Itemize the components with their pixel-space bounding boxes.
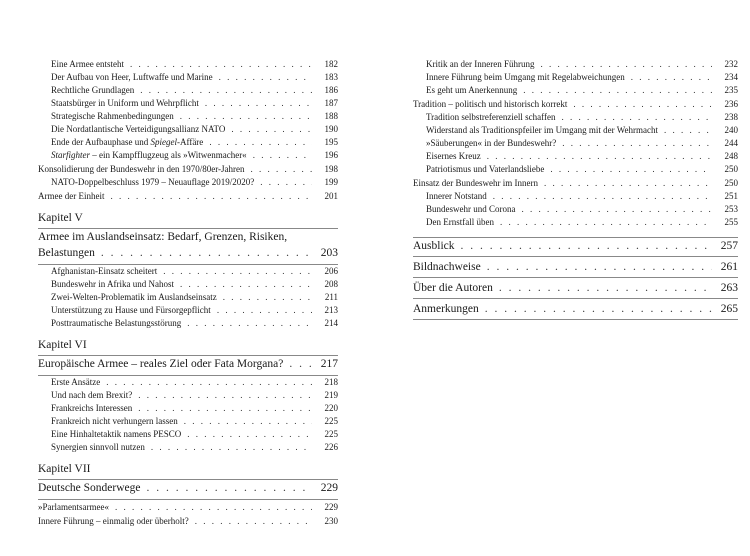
dot-leader <box>251 162 312 176</box>
toc-page-number: 182 <box>324 59 338 69</box>
chapter-5-title-line1: Armee im Auslandseinsatz: Bedarf, Grenzen, Risiken, <box>38 231 288 243</box>
toc-entry <box>413 301 738 320</box>
toc-page-number: 220 <box>324 403 338 413</box>
toc-page-number: 235 <box>724 85 738 95</box>
toc-page-number: 195 <box>324 137 338 147</box>
toc-entry-text: Innerer Notstand <box>426 191 487 201</box>
toc-page-number: 211 <box>324 292 338 302</box>
toc-page-number: 261 <box>720 261 738 273</box>
toc-page-number: 229 <box>320 482 338 494</box>
toc-entry-text: Europäische Armee – reales Ziel oder Fata Morgana? <box>38 358 284 370</box>
toc-page-number: 248 <box>724 151 738 161</box>
toc-entry-text: Bundeswehr und Corona <box>426 204 516 214</box>
toc-entry <box>38 389 338 402</box>
dot-leader <box>205 97 312 110</box>
toc-entry-text: Eisernes Kreuz <box>426 151 481 161</box>
toc-entry <box>413 163 738 176</box>
toc-page-number: 218 <box>324 377 338 387</box>
toc-page-number: 265 <box>720 303 738 315</box>
toc-entry <box>38 441 338 454</box>
toc-entry-text: Erste Ansätze <box>51 377 101 387</box>
toc-entry <box>38 291 338 304</box>
toc-entry-text: Frankreichs Interessen <box>51 403 133 413</box>
toc-entry <box>413 176 738 190</box>
toc-entry-text-part: -Affäre <box>176 137 204 147</box>
toc-entry <box>413 190 738 203</box>
toc-entry-text: Widerstand als Traditionspfeiler im Umgang mit der Wehrmacht <box>426 125 658 135</box>
toc-page-number: 213 <box>324 305 338 315</box>
toc-page-number: 234 <box>724 72 738 82</box>
toc-entry-text: »Säuberungen« in der Bundeswehr? <box>426 138 557 148</box>
back-matter-list <box>413 238 738 320</box>
toc-entry <box>38 149 338 162</box>
dot-leader <box>631 71 712 84</box>
toc-entry <box>413 280 738 299</box>
toc-entry-text: Strategische Rahmenbedingungen <box>51 111 174 121</box>
toc-entry-text: Synergien sinnvoll nutzen <box>51 442 145 452</box>
chapter-6-label: Kapitel VI <box>38 339 87 351</box>
toc-entry-text: Innere Führung – einmalig oder überholt? <box>38 516 189 526</box>
dot-leader <box>487 259 712 276</box>
dot-leader <box>147 480 312 497</box>
toc-entry-text: Deutsche Sonderwege <box>38 482 141 494</box>
chapter-4-tail <box>38 58 338 203</box>
toc-page-number: 232 <box>724 59 738 69</box>
toc-entry-text: Staatsbürger in Uniform und Wehrpflicht <box>51 98 199 108</box>
dot-leader <box>500 216 712 229</box>
toc-page-number: 236 <box>724 99 738 109</box>
toc-entry-text: Innere Führung beim Umgang mit Regelabweichungen <box>426 72 625 82</box>
toc-entry-text: Frankreich nicht verhungern lassen <box>51 416 178 426</box>
dot-leader <box>151 441 312 454</box>
toc-entry-text: »Parlamentsarmee« <box>38 502 109 512</box>
toc-entry-text: Über die Autoren <box>413 282 493 294</box>
dot-leader <box>209 136 312 149</box>
toc-page-number: 190 <box>324 124 338 134</box>
dot-leader <box>260 176 312 189</box>
toc-page-number: 188 <box>324 111 338 121</box>
toc-page-number: 208 <box>324 279 338 289</box>
dot-leader <box>184 415 312 428</box>
dot-leader <box>550 163 712 176</box>
toc-entry-text: Die Nordatlantische Verteidigungsallianz NATO <box>51 124 226 134</box>
toc-entry-text <box>51 149 247 162</box>
toc-entry-text: Anmerkungen <box>413 303 479 315</box>
toc-page-number: 257 <box>720 240 738 252</box>
toc-entry <box>413 137 738 150</box>
toc-entry-text-part: Ende der Aufbauphase und <box>51 137 151 147</box>
dot-leader <box>540 58 712 71</box>
dot-leader <box>562 137 712 150</box>
dot-leader <box>187 428 312 441</box>
toc-page-number: 187 <box>324 98 338 108</box>
toc-entry <box>413 111 738 124</box>
chapter-6-title <box>38 356 338 373</box>
toc-entry <box>38 123 338 136</box>
toc-entry-text-italic: Spiegel <box>150 137 177 147</box>
dot-leader <box>485 301 712 318</box>
toc-entry-text: Konsolidierung der Bundeswehr in den 1970/80er-Jahren <box>38 164 245 174</box>
toc-entry <box>413 238 738 257</box>
toc-entry-text: Eine Armee entsteht <box>51 59 124 69</box>
toc-entry <box>413 71 738 84</box>
toc-entry-text: Und nach dem Brexit? <box>51 390 133 400</box>
toc-entry <box>38 514 338 528</box>
toc-entry-text: Kritik an der Inneren Führung <box>426 59 535 69</box>
toc-page-number: 244 <box>724 138 738 148</box>
chapter-5-items <box>38 265 338 330</box>
dot-leader <box>289 356 312 373</box>
toc-page-number: 214 <box>324 318 338 328</box>
toc-entry <box>38 58 338 71</box>
chapter-5-title-line2 <box>38 245 338 262</box>
dot-leader <box>217 304 312 317</box>
toc-entry-text: Eine Hinhaltetaktik namens PESCO <box>51 429 182 439</box>
toc-entry-text: Bildnachweise <box>413 261 481 273</box>
toc-entry-text: Es geht um Anerkennung <box>426 85 518 95</box>
chapter-7-continued <box>413 58 738 229</box>
toc-entry-text: Posttraumatische Belastungsstörung <box>51 318 182 328</box>
dot-leader <box>115 500 312 514</box>
dot-leader <box>106 376 312 389</box>
toc-entry <box>38 110 338 123</box>
toc-entry <box>413 203 738 216</box>
chapter-5-label: Kapitel V <box>38 212 83 224</box>
toc-left-column <box>38 58 338 528</box>
toc-page-number: 217 <box>320 358 338 370</box>
dot-leader <box>130 58 312 71</box>
chapter-7-label: Kapitel VII <box>38 463 91 475</box>
dot-leader <box>523 84 712 97</box>
toc-page-number: 225 <box>324 429 338 439</box>
toc-page-number: 229 <box>324 502 338 512</box>
toc-entry <box>38 84 338 97</box>
toc-page-number: 238 <box>724 112 738 122</box>
toc-page-number: 255 <box>724 217 738 227</box>
toc-entry <box>38 278 338 291</box>
toc-page-number: 226 <box>324 442 338 452</box>
dot-leader <box>223 291 312 304</box>
toc-page-number: 199 <box>324 177 338 187</box>
toc-entry <box>38 97 338 110</box>
toc-entry <box>413 58 738 71</box>
toc-entry-text: NATO-Doppelbeschluss 1979 – Neuauflage 2019/2020? <box>51 177 255 187</box>
dot-leader <box>101 245 312 262</box>
dot-leader <box>544 176 712 190</box>
toc-page-number: 203 <box>320 247 338 259</box>
toc-entry-text: Bundeswehr in Afrika und Nahost <box>51 279 174 289</box>
toc-entry <box>38 415 338 428</box>
dot-leader <box>140 84 312 97</box>
dot-leader <box>138 402 312 415</box>
toc-entry-text: Tradition – politisch und historisch korrekt <box>413 99 568 109</box>
toc-entry <box>38 176 338 189</box>
dot-leader <box>499 280 712 297</box>
toc-page-number: 240 <box>724 125 738 135</box>
toc-entry <box>38 189 338 203</box>
toc-page-number: 196 <box>324 150 338 160</box>
toc-entry-text: Einsatz der Bundeswehr im Innern <box>413 178 538 188</box>
toc-right-column <box>413 58 738 322</box>
toc-page-number: 251 <box>724 191 738 201</box>
toc-page-number: 219 <box>324 390 338 400</box>
toc-page-number: 263 <box>720 282 738 294</box>
toc-entry-text: Rechtliche Grundlagen <box>51 85 135 95</box>
toc-entry <box>38 136 338 149</box>
dot-leader <box>493 190 712 203</box>
dot-leader <box>219 71 312 84</box>
toc-entry-text-part: – ein Kampfflugzeug als »Witwenmacher« <box>90 150 247 160</box>
toc-entry <box>38 500 338 514</box>
dot-leader <box>231 123 312 136</box>
dot-leader <box>180 110 312 123</box>
dot-leader <box>664 124 712 137</box>
dot-leader <box>138 389 312 402</box>
dot-leader <box>195 514 312 528</box>
dot-leader <box>522 203 713 216</box>
chapter-7-title <box>38 480 338 497</box>
toc-page-number: 206 <box>324 266 338 276</box>
toc-entry <box>38 428 338 441</box>
toc-page-number: 183 <box>324 72 338 82</box>
toc-page-number: 201 <box>324 191 338 201</box>
dot-leader <box>253 149 312 162</box>
dot-leader <box>163 265 312 278</box>
toc-entry <box>413 97 738 111</box>
toc-page-number: 186 <box>324 85 338 95</box>
dot-leader <box>187 317 312 330</box>
toc-entry-text: Der Aufbau von Heer, Luftwaffe und Marine <box>51 72 213 82</box>
toc-page-number: 230 <box>324 516 338 526</box>
dot-leader <box>487 150 712 163</box>
toc-entry-text: Belastungen <box>38 247 95 259</box>
toc-entry-text: Zwei-Welten-Problematik im Auslandseinsatz <box>51 292 217 302</box>
toc-entry <box>413 84 738 97</box>
toc-entry-text: Den Ernstfall üben <box>426 217 494 227</box>
toc-entry-text <box>51 136 203 149</box>
toc-page-number: 253 <box>724 204 738 214</box>
dot-leader <box>573 97 712 111</box>
toc-entry <box>38 317 338 330</box>
toc-entry <box>38 265 338 278</box>
toc-entry-text: Patriotismus und Vaterlandsliebe <box>426 164 545 174</box>
toc-entry <box>38 71 338 84</box>
toc-page-number: 198 <box>324 164 338 174</box>
toc-entry <box>38 162 338 176</box>
toc-entry <box>38 402 338 415</box>
toc-entry <box>38 304 338 317</box>
toc-entry <box>413 150 738 163</box>
toc-entry-text-italic: Starfighter <box>51 150 91 160</box>
toc-entry-text: Afghanistan-Einsatz scheitert <box>51 266 158 276</box>
dot-leader <box>110 189 312 203</box>
toc-entry <box>413 124 738 137</box>
toc-entry-text: Tradition selbstreferenziell schaffen <box>426 112 556 122</box>
toc-entry-text: Ausblick <box>413 240 455 252</box>
chapter-6-items <box>38 376 338 454</box>
toc-page-number: 250 <box>724 164 738 174</box>
toc-entry-text: Unterstützung zu Hause und Fürsorgepflicht <box>51 305 211 315</box>
toc-entry <box>413 259 738 278</box>
toc-page-number: 250 <box>724 178 738 188</box>
toc-entry-text: Armee der Einheit <box>38 191 105 201</box>
toc-entry <box>413 216 738 229</box>
toc-page-number: 225 <box>324 416 338 426</box>
toc-entry <box>38 376 338 389</box>
chapter-7-items <box>38 500 338 528</box>
dot-leader <box>461 238 712 255</box>
dot-leader <box>180 278 312 291</box>
dot-leader <box>561 111 712 124</box>
